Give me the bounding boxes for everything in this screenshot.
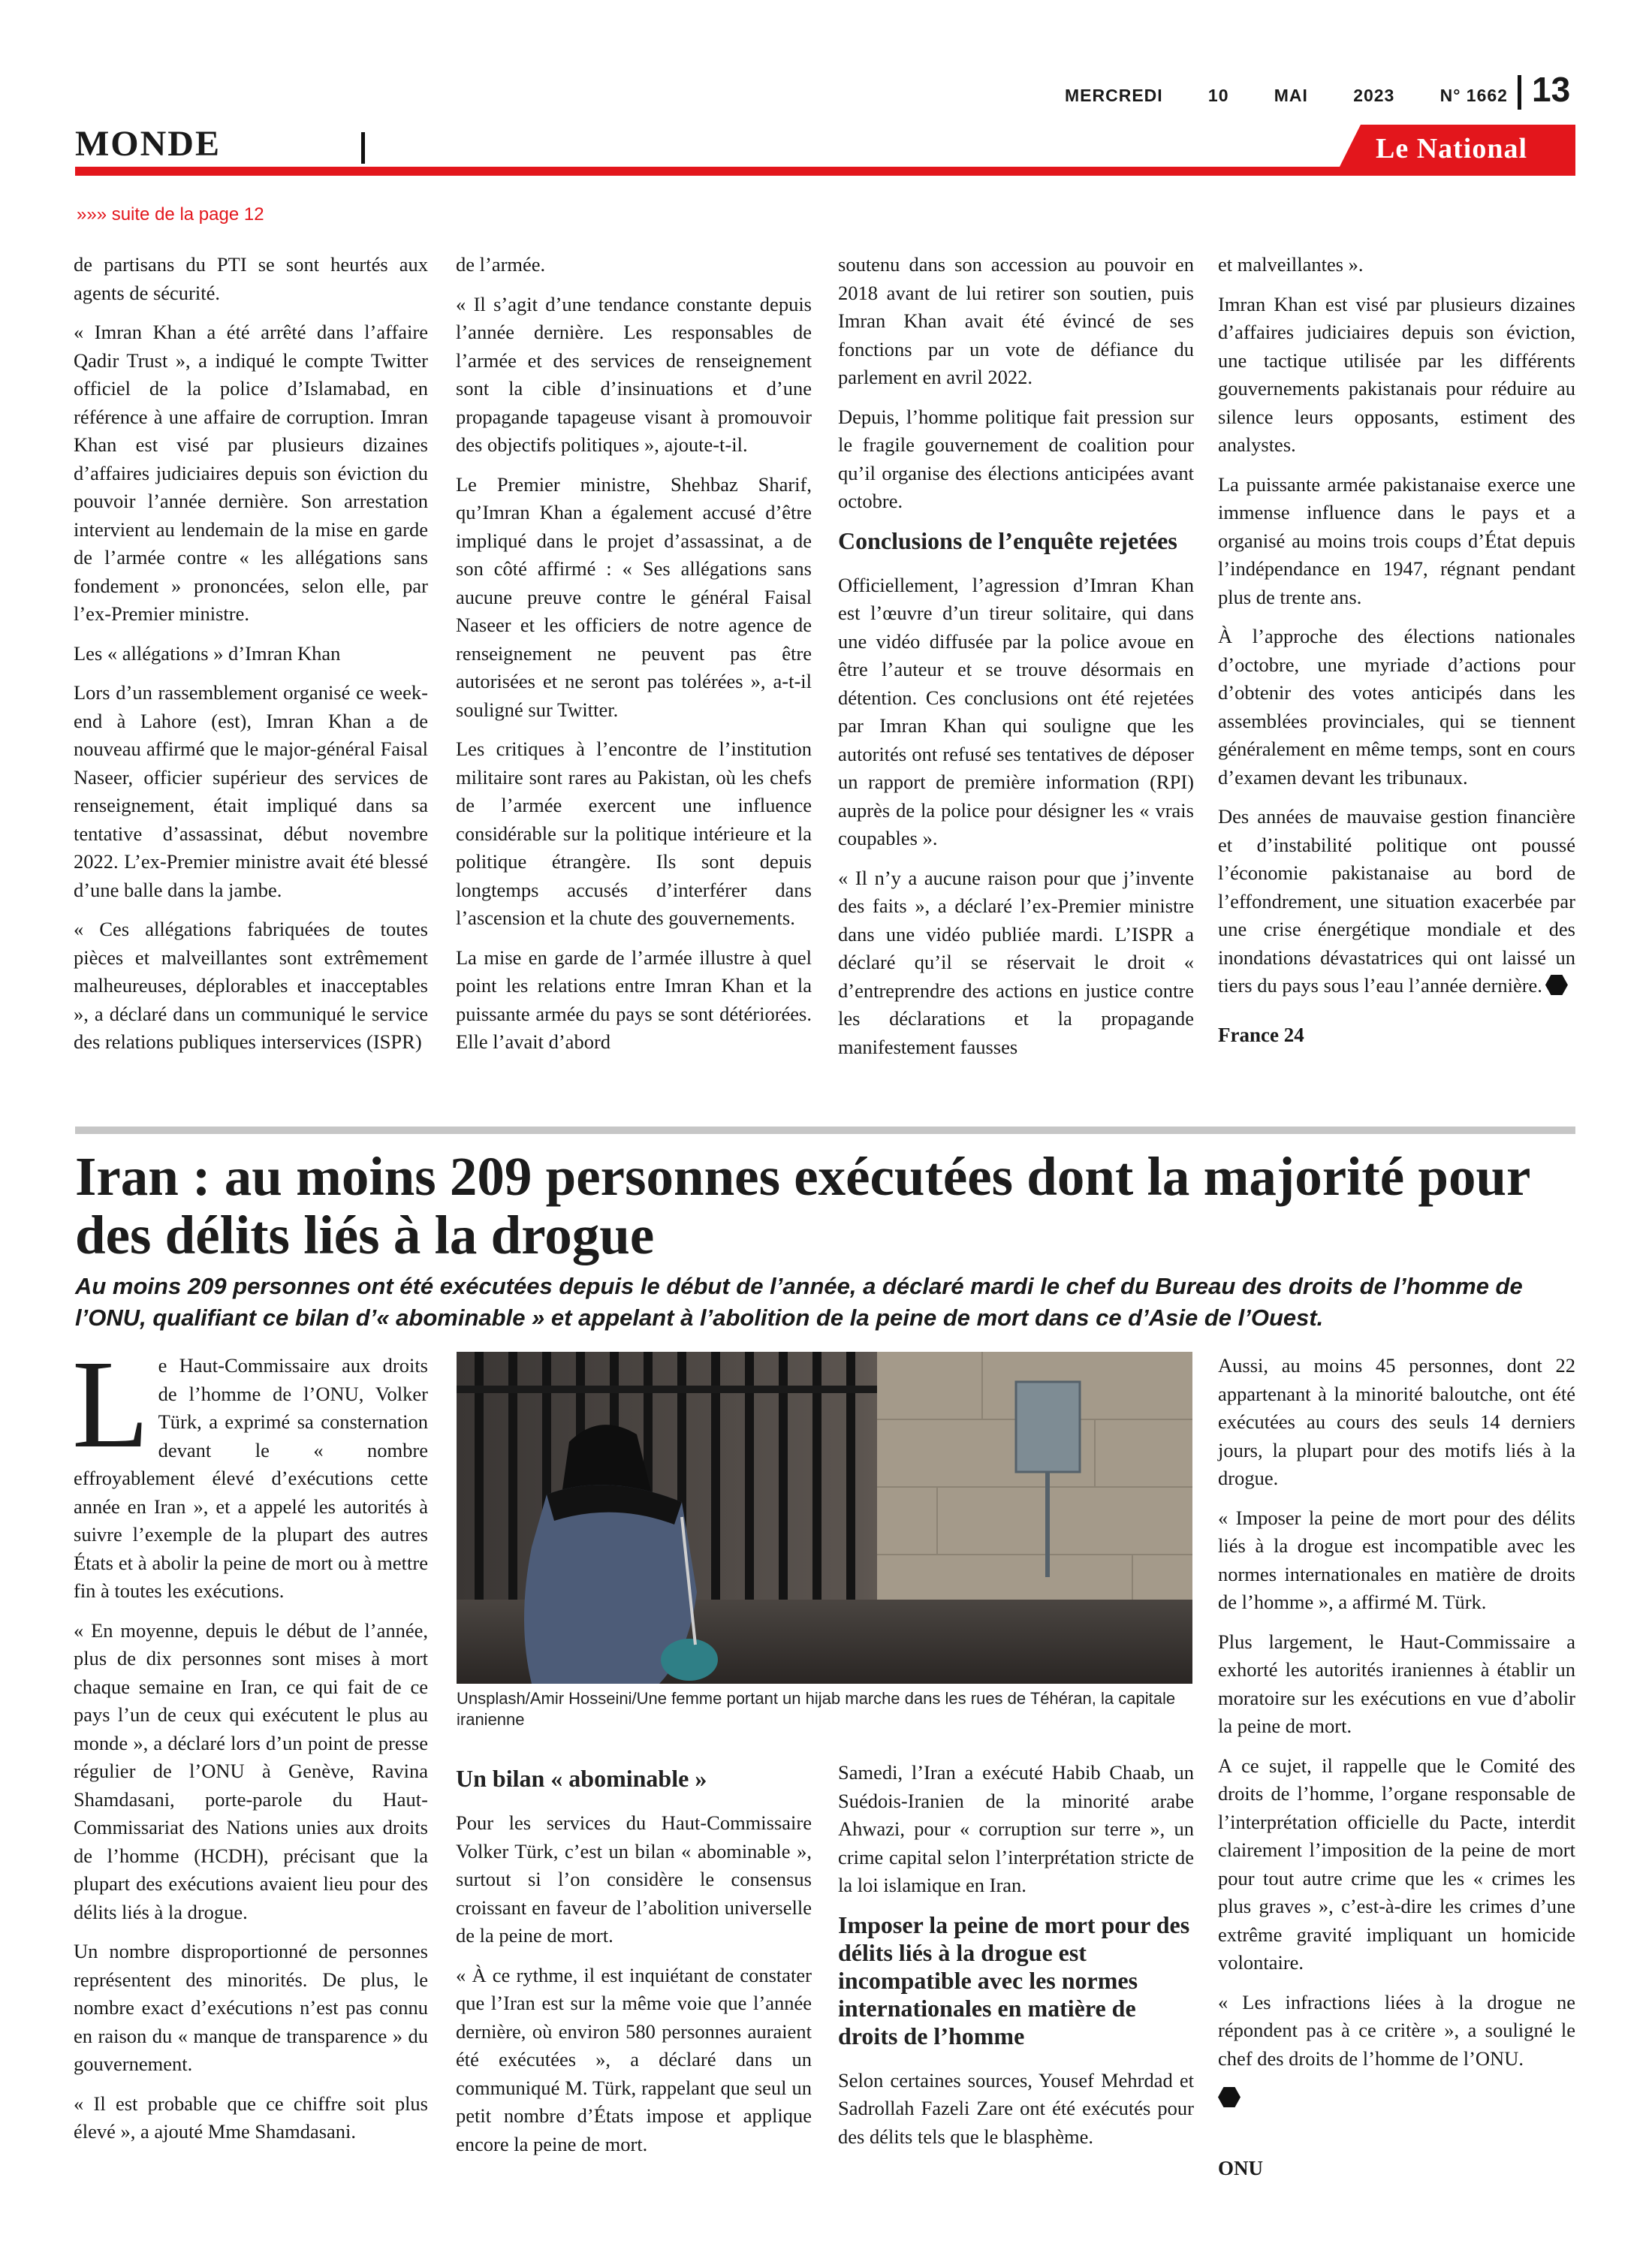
photo-caption: Unsplash/Amir Hosseini/Une femme portant un hijab marche dans les rues de Téhéran, la capitale iranienne xyxy=(457,1689,1176,1729)
paragraph: « Imposer la peine de mort pour des délits liés à la drogue est incompatible avec les normes internationales en matière de droits de l’homme », a affirmé M. Türk. xyxy=(1218,1506,1575,1613)
paragraph: Officiellement, l’agression d’Imran Khan est l’œuvre d’un tireur solitaire, qui dans une vidéo diffusée par la police avoue en être l’auteur et se trouve désormais en détention. Ces conclusions ont été rejetées par Imran Khan qui souligne que les autorités ont refusé ses tentatives de déposer un rapport de première information (RPI) auprès de la police pour désigner les « vrais coupables ». xyxy=(838,573,1194,849)
paragraph: e Haut-Commissaire aux droits de l’homme de l’ONU, Volker Türk, a exprimé sa consternation devant le « nombre effroyablement élevé d’exécutions cette année en Iran », et a appelé les autorités à suivre l’exemple de la plupart des autres États et à abolir la peine de mort ou à mettre fin à toutes les exécutions. xyxy=(74,1354,428,1602)
article2-column-2 xyxy=(456,1759,812,2158)
paragraph: A ce sujet, il rappelle que le Comité des droits de l’homme, l’organe responsable de l’interprétation officielle du Pacte, interdit clairement l’imposition de la peine de mort pour tout autre crime que les « crimes les plus graves », c’est-à-dire les crimes d’une extrême gravité impliquant un homicide volontaire. xyxy=(1218,1754,1575,1974)
article2-standfirst: Au moins 209 personnes ont été exécutées depuis le début de l’année, a déclaré mardi le chef du Bureau des droits de l’homme de l’ONU, qualifiant ce bilan d’« abominable » et appelant à l’abolition de la peine de mort dans ce d’Asie de l’Ouest. xyxy=(75,1273,1523,1331)
issue-year: 2023 xyxy=(1353,86,1395,105)
paragraph: « À ce rythme, il est inquiétant de constater que l’Iran est sur la même voie que l’année dernière, où environ 580 personnes auraient été exécutées », a déclaré dans un communiqué M. Türk, rappelant que seul un petit nombre d’États impose et applique encore la peine de mort. xyxy=(456,1963,812,2155)
paragraph: Les critiques à l’encontre de l’institution militaire sont rares au Pakistan, où les chefs de l’armée exercent une influence considérable sur la politique intérieure et la politique étrangère. Ils sont depuis longtemps accusés d’interférer dans l’ascension et la chute des gouvernements. xyxy=(456,737,812,929)
article2-source: ONU xyxy=(1218,2156,1263,2179)
paragraph: Depuis, l’homme politique fait pression sur le fragile gouvernement de coalition pour qu’il organise des élections anticipées avant octobre. xyxy=(838,405,1194,512)
paragraph: Des années de mauvaise gestion financière et d’instabilité politique ont poussé l’économie pakistanaise au bord de l’effondrement, une situation exacerbée par une crise énergétique mondiale et des inondations dévastatrices qui ont laissé un tiers du pays sous l’eau l’année dernière. xyxy=(1218,805,1575,997)
paragraph: Lors d’un rassemblement organisé ce week-end à Lahore (est), Imran Khan a de nouveau affirmé que le major-général Faisal Naseer, officier supérieur des services de renseignement, était impliqué dans sa tentative d’assassinat, début novembre 2022. L’ex-Premier ministre avait été blessé d’une balle dans la jambe. xyxy=(74,681,428,901)
paragraph: « En moyenne, depuis le début de l’année, plus de dix personnes sont mises à mort chaque semaine en Iran, ce qui fait de ce pays l’un de ceux qui exécutent le plus au monde », a déclaré lors d’un point de presse régulier de l’ONU à Genève, Ravina Shamdasani, porte-parole du Haut-Commissariat des Nations unies aux droits de l’homme (HCDH), précisant que la plupart des exécutions avaient lieu pour des délits liés à la drogue. xyxy=(74,1618,428,1923)
continued-from: »»» suite de la page 12 xyxy=(77,204,264,225)
drop-cap: L xyxy=(72,1335,149,1474)
article1-column-2 xyxy=(456,251,812,1057)
paragraph: « Les infractions liées à la drogue ne répondent pas à ce critère », a souligné le chef des droits de l’homme de l’ONU. xyxy=(1218,1990,1575,2070)
paragraph: Pour les services du Haut-Commissaire Volker Türk, c’est un bilan « abominable », surtout si l’on considère le consensus croissant en faveur de l’abolition universelle de la peine de mort. xyxy=(456,1811,812,1947)
header-separator xyxy=(1518,75,1521,110)
article2-subheading: Un bilan « abominable » xyxy=(456,1765,707,1792)
article1-column-1 xyxy=(74,251,428,1057)
article2-column-3 xyxy=(838,1759,1194,2151)
subheading-inline: Les « allégations » d’Imran Khan xyxy=(74,641,341,665)
paragraph: Imran Khan est visé par plusieurs dizaines d’affaires judiciaires depuis son éviction, une tactique utilisée par les différents gouvernements pakistanais pour réduire au silence leurs opposants, estiment des analystes. xyxy=(1218,292,1575,456)
paragraph: « Il est probable que ce chiffre soit plus élevé », a ajouté Mme Shamdasani. xyxy=(74,2092,428,2143)
issue-info xyxy=(1065,86,1508,106)
paragraph: « Il s’agit d’une tendance constante depuis l’année dernière. Les responsables de l’armée et des services de renseignement sont la cible d’insinuations et d’une propagande tapageuse visant à promouvoir des objectifs politiques », ajoute-t-il. xyxy=(456,292,812,456)
paragraph: La puissante armée pakistanaise exerce une immense influence dans le pays et a organisé au moins trois coups d’État depuis l’indépendance en 1947, régnant pendant plus de trente ans. xyxy=(1218,472,1575,608)
article1-column-3 xyxy=(838,251,1194,1061)
newspaper-name: Le National xyxy=(1376,133,1528,164)
paragraph: de partisans du PTI se sont heurtés aux agents de sécurité. xyxy=(74,253,428,304)
article2-subheading: Imposer la peine de mort pour des délits liés à la drogue est incompatible avec les normes internationales en matière de droits de l’homme xyxy=(838,1911,1190,2049)
page-number: 13 xyxy=(1532,70,1571,109)
article-divider xyxy=(75,1126,1575,1134)
paragraph: « Imran Khan a été arrêté dans l’affaire Qadir Trust », a indiqué le compte Twitter officiel de la police d’Islamabad, en référence à une affaire de corruption. Imran Khan est visé par plusieurs dizaines d’affaires judiciaires depuis son éviction du pouvoir l’année dernière. Son arrestation intervient au lendemain de la mise en garde de l’armée contre « les allégations sans fondement » prononcées, selon elle, par l’ex-Premier ministre. xyxy=(74,321,428,625)
article2-photo xyxy=(457,1352,1192,1684)
paragraph: Selon certaines sources, Yousef Mehrdad et Sadrollah Fazeli Zare ont été exécutés pour des délits tels que le blasphème. xyxy=(838,2068,1194,2148)
issue-day: MERCREDI xyxy=(1065,86,1163,105)
paragraph: Plus largement, le Haut-Commissaire a exhorté les autorités iraniennes à établir un moratoire sur les exécutions en vue d’abolir la peine de mort. xyxy=(1218,1630,1575,1737)
article1-source: France 24 xyxy=(1218,1023,1304,1046)
section-separator xyxy=(361,132,365,164)
end-of-article-icon xyxy=(1545,975,1568,995)
end-of-article-icon xyxy=(1218,2087,1241,2107)
paragraph: et malveillantes ». xyxy=(1218,253,1364,276)
paragraph: de l’armée. xyxy=(456,253,546,276)
paragraph: À l’approche des élections nationales d’octobre, une myriade d’actions pour d’obtenir des votes anticipés dans les assemblées provinciales, qui se tiennent généralement en même temps, sont en cours d’examen devant les tribunaux. xyxy=(1218,625,1575,789)
article2-headline: Iran : au moins 209 personnes exécutées dont la majorité pour des délits liés à la drogue xyxy=(75,1146,1530,1265)
paragraph: La mise en garde de l’armée illustre à quel point les relations entre Imran Khan et la puissante armée du pays se sont détériorées. Elle l’avait d’abord xyxy=(456,946,812,1053)
issue-month: MAI xyxy=(1274,86,1308,105)
section-title: MONDE xyxy=(75,124,221,164)
paragraph: soutenu dans son accession au pouvoir en 2018 avant de lui retirer son soutien, puis Imran Khan avait été évincé de ses fonctions par un vote de défiance du parlement en avril 2022. xyxy=(838,253,1194,388)
paragraph: Un nombre disproportionné de personnes représentent des minorités. De plus, le nombre exact d’exécutions n’est pas connu en raison du « manque de transparence » du gouvernement. xyxy=(74,1940,428,2075)
paragraph: « Ces allégations fabriquées de toutes pièces et malveillantes sont extrêmement malheureuses, déplorables et inacceptables », a déclaré dans un communiqué le service des relations publiques interservices (ISPR) xyxy=(74,918,428,1053)
article1-subheading: Conclusions de l’enquête rejetées xyxy=(838,526,1177,554)
article1-column-4 xyxy=(1218,251,1575,1049)
article2-column-1 xyxy=(72,1335,428,2146)
paragraph: Samedi, l’Iran a exécuté Habib Chaab, un Suédois-Iranien de la minorité arabe Ahwazi, pour « corruption sur terre », un crime capital selon l’interprétation stricte de la loi islamique en Iran. xyxy=(838,1761,1194,1896)
issue-number: N° 1662 xyxy=(1439,86,1508,105)
article2-column-4 xyxy=(1218,1352,1575,2182)
paragraph: Aussi, au moins 45 personnes, dont 22 appartenant à la minorité baloutche, ont été exécutées au cours des seuls 14 derniers jours, la plupart pour des motifs liés à la drogue. xyxy=(1218,1354,1575,1489)
paragraph: « Il n’y a aucune raison pour que j’invente des faits », a déclaré l’ex-Premier ministre dans une vidéo publiée mardi. L’ISPR a déclaré qu’il se réservait le droit « d’entreprendre des actions en justice contre les déclarations et la propagande manifestement fausses xyxy=(838,866,1194,1058)
paragraph: Le Premier ministre, Shehbaz Sharif, qu’Imran Khan a également accusé d’être impliqué dans le projet d’assassinat, a de son côté affirmé : « Ses allégations sans aucune preuve contre le général Faisal Naseer et les officiers de notre agence de renseignement ne peuvent pas être autorisées et ne seront pas tolérées », a-t-il souligné sur Twitter. xyxy=(456,472,812,721)
issue-date: 10 xyxy=(1207,86,1229,105)
